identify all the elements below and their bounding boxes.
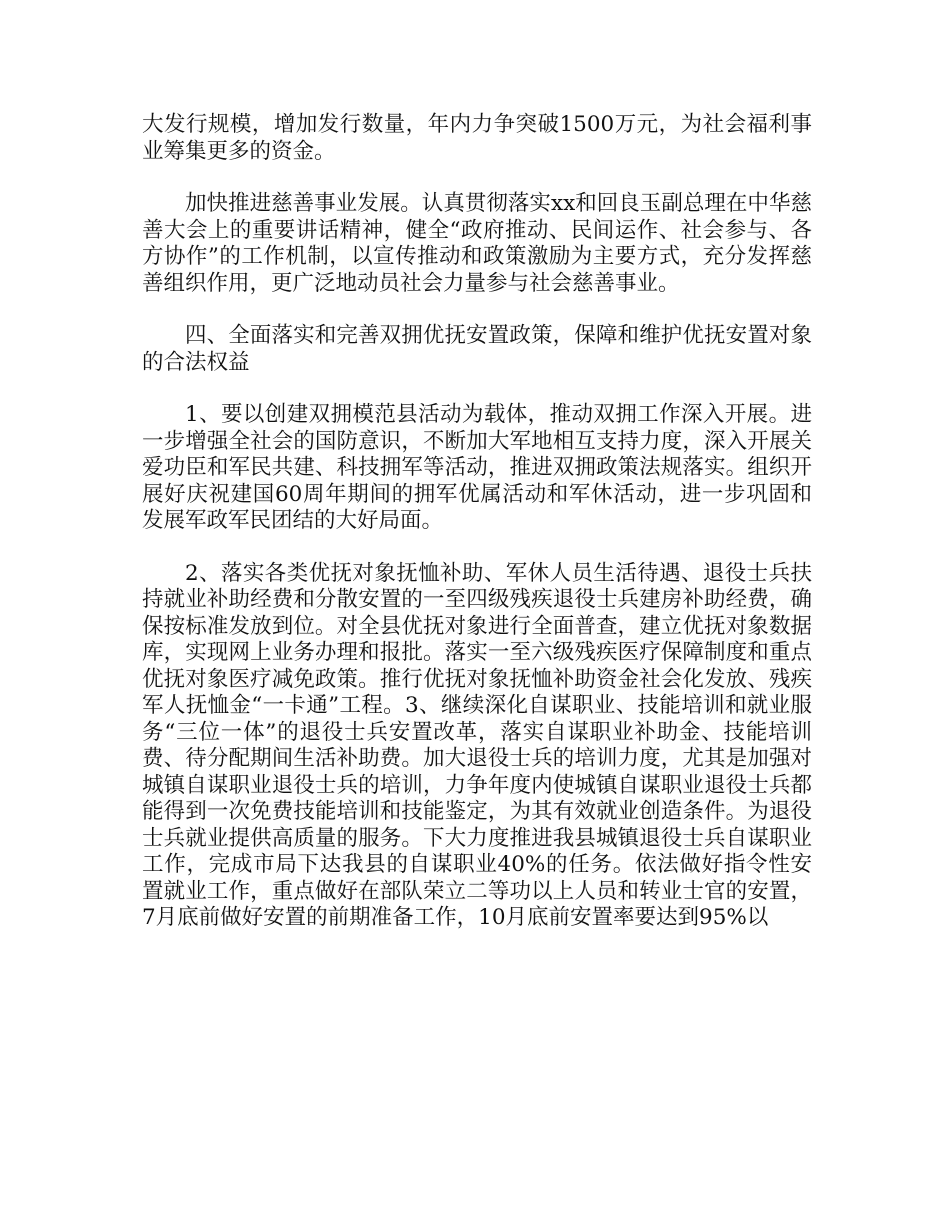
paragraph-item-2: 2、落实各类优抚对象抚恤补助、军休人员生活待遇、退役士兵扶持就业补助经费和分散安置的一至四级残疾退役士兵建房补助经费，确保按标准发放到位。对全县优抚对象进行全面普查，建立优抚对象数据库，实现网上业务办理和报批。落实一至六级残疾医疗保障制度和重点优抚对象医疗减免政策。推行优抚对象抚恤补助资金社会化发放、残疾军人抚恤金“一卡通”工程。3、继续深化自谋职业、技能培训和就业服务“三位一体”的退役士兵安置改革，落实自谋职业补助金、技能培训费、待分配期间生活补助费。加大退役士兵的培训力度，尤其是加强对城镇自谋职业退役士兵的培训，力争年度内使城镇自谋职业退役士兵都能得到一次免费技能培训和技能鉴定，为其有效就业创造条件。为退役士兵就业提供高质量的服务。下大力度推进我县城镇退役士兵自谋职业工作，完成市局下达我县的自谋职业40%的任务。依法做好指令性安置就业工作，重点做好在部队荣立二等功以上人员和转业士官的安置，7月底前做好安置的前期准备工作，10月底前安置率要达到95%以	[142, 560, 812, 930]
section-heading-four: 四、全面落实和完善双拥优抚安置政策，保障和维护优抚安置对象的合法权益	[142, 323, 812, 375]
paragraph-item-1: 1、要以创建双拥模范县活动为载体，推动双拥工作深入开展。进一步增强全社会的国防意识，不断加大军地相互支持力度，深入开展关爱功臣和军民共建、科技拥军等活动，推进双拥政策法规落实。组织开展好庆祝建国60周年期间的拥军优属活动和军休活动，进一步巩固和发展军政军民团结的大好局面。	[142, 402, 812, 533]
paragraph-welfare-lottery: 大发行规模，增加发行数量，年内力争突破1500万元，为社会福利事业筹集更多的资金。	[142, 112, 812, 164]
document-page	[142, 112, 812, 932]
paragraph-charity: 加快推进慈善事业发展。认真贯彻落实xx和回良玉副总理在中华慈善大会上的重要讲话精神，健全“政府推动、民间运作、社会参与、各方协作”的工作机制，以宣传推动和政策激励为主要方式，充分发挥慈善组织作用，更广泛地动员社会力量参与社会慈善事业。	[142, 191, 812, 296]
